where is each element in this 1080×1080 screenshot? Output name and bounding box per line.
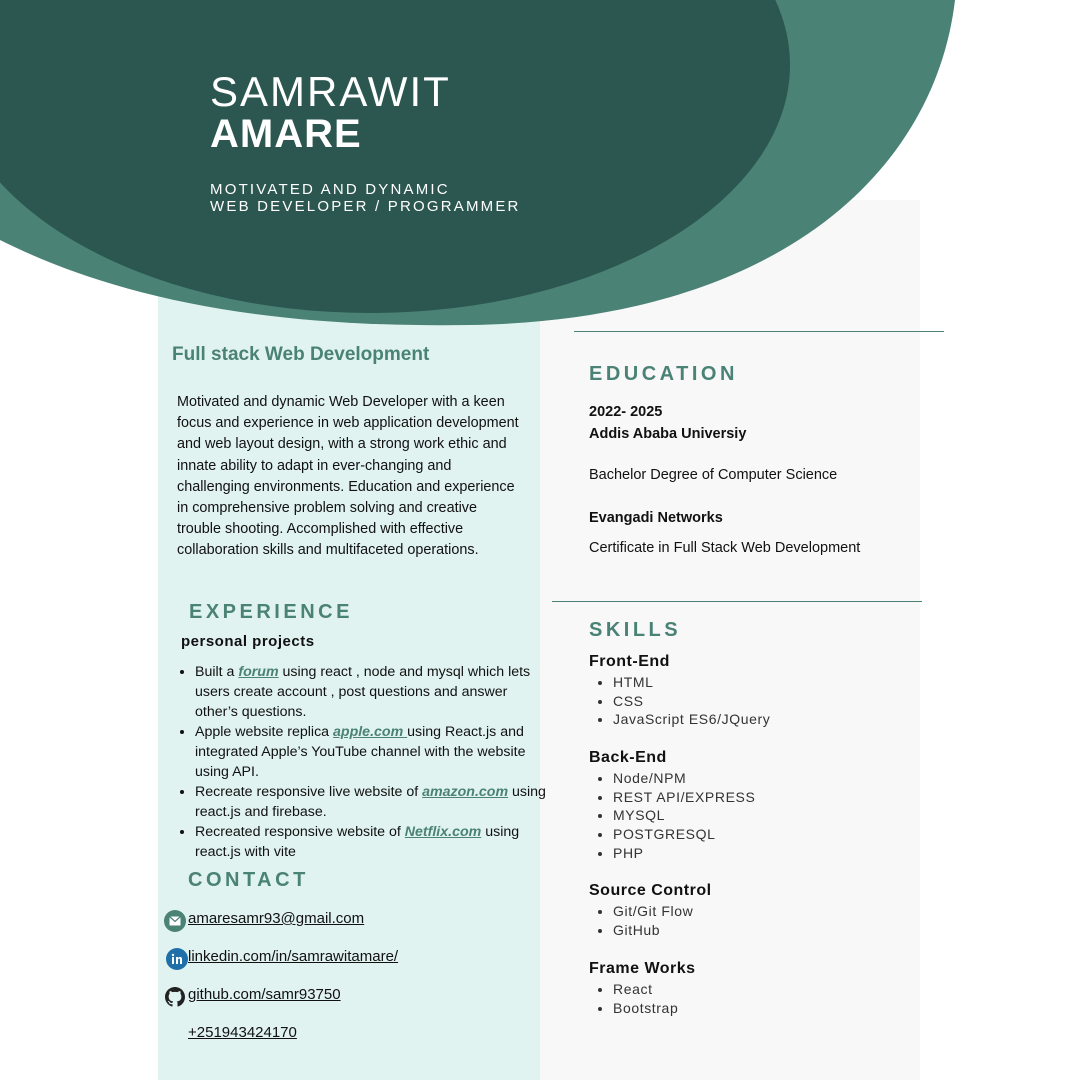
apple-link[interactable]: apple.com [333,724,408,740]
email-link[interactable]: amaresamr93@gmail.com [188,910,365,927]
tagline [210,181,521,215]
skill-item: • CSS [613,692,770,711]
skill-item: • PHP [613,844,755,863]
project-text: Built a [195,664,239,680]
skills-divider [552,601,922,602]
contact-github [164,986,514,1010]
skill-item: • Bootstrap [613,999,678,1018]
netflix-link[interactable]: Netflix.com [404,824,482,840]
skill-item: • JavaScript ES6/JQuery [613,710,770,729]
skill-group-title: Frame Works [589,960,696,977]
project-item [195,822,550,862]
phone-link[interactable]: +251943424170 [188,1024,297,1041]
experience-heading: EXPERIENCE [189,601,353,623]
project-text: Recreated responsive website of [195,824,405,840]
skill-list [593,673,770,729]
skill-group-title: Back-End [589,749,667,766]
contact-heading: CONTACT [188,869,309,891]
project-text: Recreate responsive live website of [195,784,423,800]
last-name: AMARE [210,112,362,156]
tagline-line-2: WEB DEVELOPER / PROGRAMMER [210,198,521,215]
skill-item: • REST API/EXPRESS [613,788,755,807]
forum-link[interactable]: forum [238,664,279,680]
github-icon [164,986,186,1008]
skill-item: • MYSQL [613,806,755,825]
experience-subtitle: personal projects [181,633,315,650]
contact-email [164,910,514,934]
project-item [195,722,550,782]
skill-list [593,980,678,1017]
education-years: 2022- 2025 [589,404,663,420]
education-divider [574,331,944,332]
education-certificate: Certificate in Full Stack Web Development [589,540,861,556]
project-text: using React.js and integrated Apple’s YouTube channel with the website using API. [195,724,526,780]
projects-list [177,662,550,862]
project-text: using react , node and mysql which lets users create account , post questions and answer other’s questions. [195,664,531,720]
amazon-link[interactable]: amazon.com [422,784,509,800]
summary-title: Full stack Web Development [172,344,430,365]
email-icon [164,910,186,932]
skill-list [593,902,693,939]
skill-item: • Git/Git Flow [613,902,693,921]
contact-phone [164,1024,514,1048]
skill-item: • POSTGRESQL [613,825,755,844]
project-text: using react.js with vite [195,824,520,860]
skill-item: • React [613,980,678,999]
project-text: Apple website replica [195,724,334,740]
project-text: using react.js and firebase. [195,784,546,820]
tagline-line-1: MOTIVATED AND DYNAMIC [210,181,450,198]
skill-group-title: Source Control [589,882,712,899]
linkedin-link[interactable]: linkedin.com/in/samrawitamare/ [188,948,399,965]
first-name: SAMRAWIT [210,68,451,115]
skill-item: • GitHub [613,921,693,940]
linkedin-icon [166,948,188,970]
skill-item: • HTML [613,673,770,692]
skills-heading: SKILLS [589,619,682,641]
project-item [195,782,550,822]
summary-text: Motivated and dynamic Web Developer with a keen focus and experience in web application development and web layout design, with a strong work ethic and innate ability to adapt in ever-changing and challenging environments. Education and experience in comprehensive problem solving and creative trouble shooting. Accomplished with effective collaboration skills and multifaceted operations. [177,394,519,559]
contact-linkedin [164,948,514,972]
project-item [195,662,550,722]
education-school: Addis Ababa Universiy [589,426,747,442]
skill-item: • Node/NPM [613,769,755,788]
education-degree: Bachelor Degree of Computer Science [589,467,838,483]
github-link[interactable]: github.com/samr93750 [188,986,341,1003]
header-shapes [0,0,1080,340]
skill-group-title: Front-End [589,653,670,670]
skill-list [593,769,755,863]
education-heading: EDUCATION [589,363,738,385]
education-org: Evangadi Networks [589,510,723,526]
